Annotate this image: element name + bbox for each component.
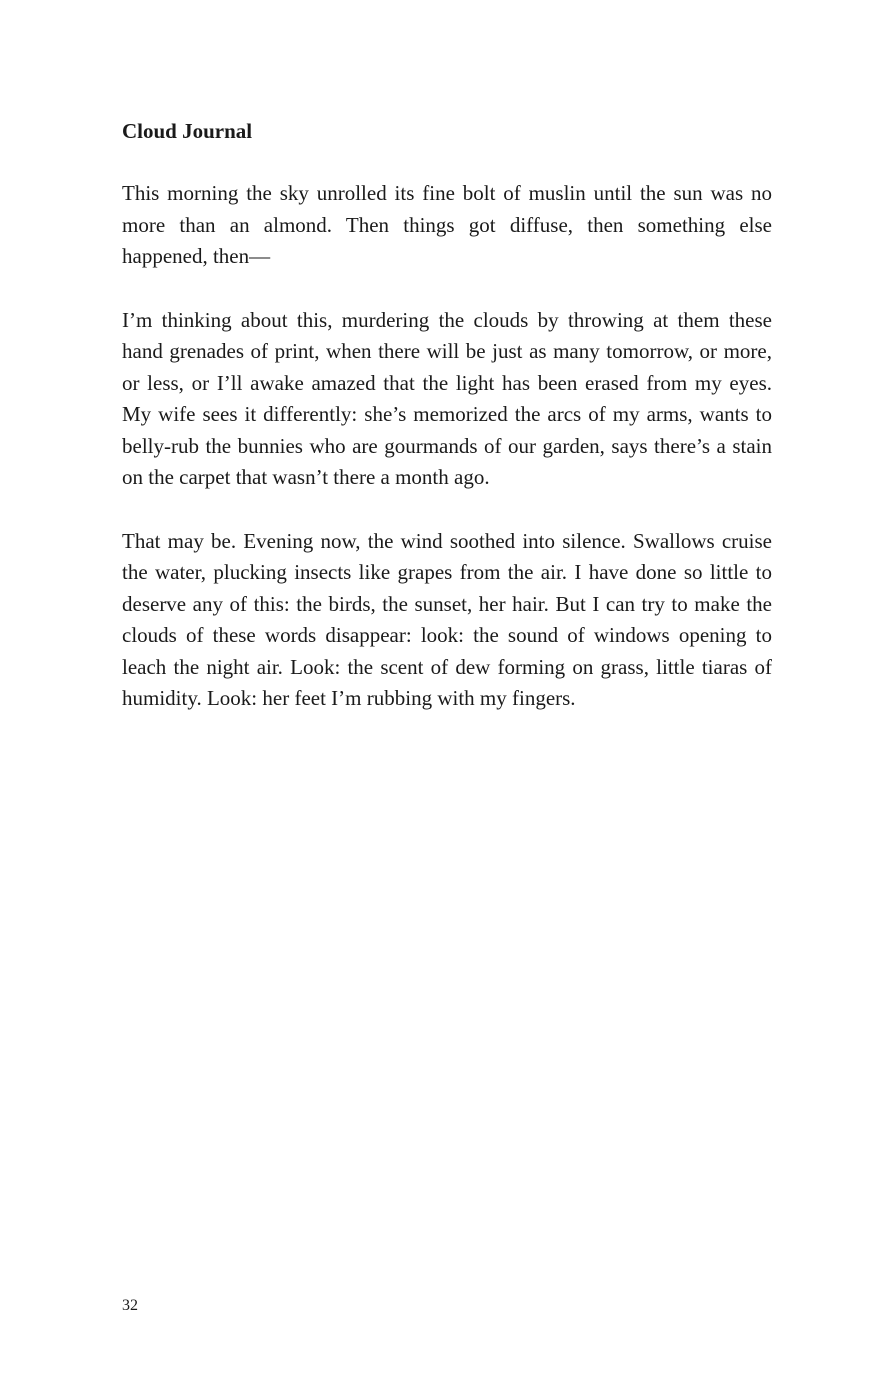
- poem-title: Cloud Journal: [122, 119, 253, 143]
- page-number: 32: [122, 1297, 138, 1314]
- stanza-3: That may be. Evening now, the wind soothed into silence. Swallows cruise the water, plucking insects like grapes from the air. I have done so little to deserve any of this: the birds, the sunset, her hair. But I can try to make the clouds of these words disappear: look: the sound of windows opening to leach the night air. Look: the scent of dew forming on grass, little tiaras of humidity. Look: her feet I’m rubbing with my fingers.: [122, 528, 772, 710]
- stanza-2: I’m thinking about this, murdering the clouds by throwing at them these hand grenades of print, when there will be just as many tomorrow, or more, or less, or I’ll awake amazed that the light has been erased from my eyes. My wife sees it differently: she’s memorized the arcs of my arms, wants to belly-rub the bunnies who are gourmands of our garden, says there’s a stain on the carpet that wasn’t there a month ago.: [122, 307, 772, 489]
- stanza-1: This morning the sky unrolled its fine bolt of muslin until the sun was no more than an almond. Then things got diffuse, then something else happened, then—: [122, 181, 772, 268]
- poem-body: [122, 178, 772, 747]
